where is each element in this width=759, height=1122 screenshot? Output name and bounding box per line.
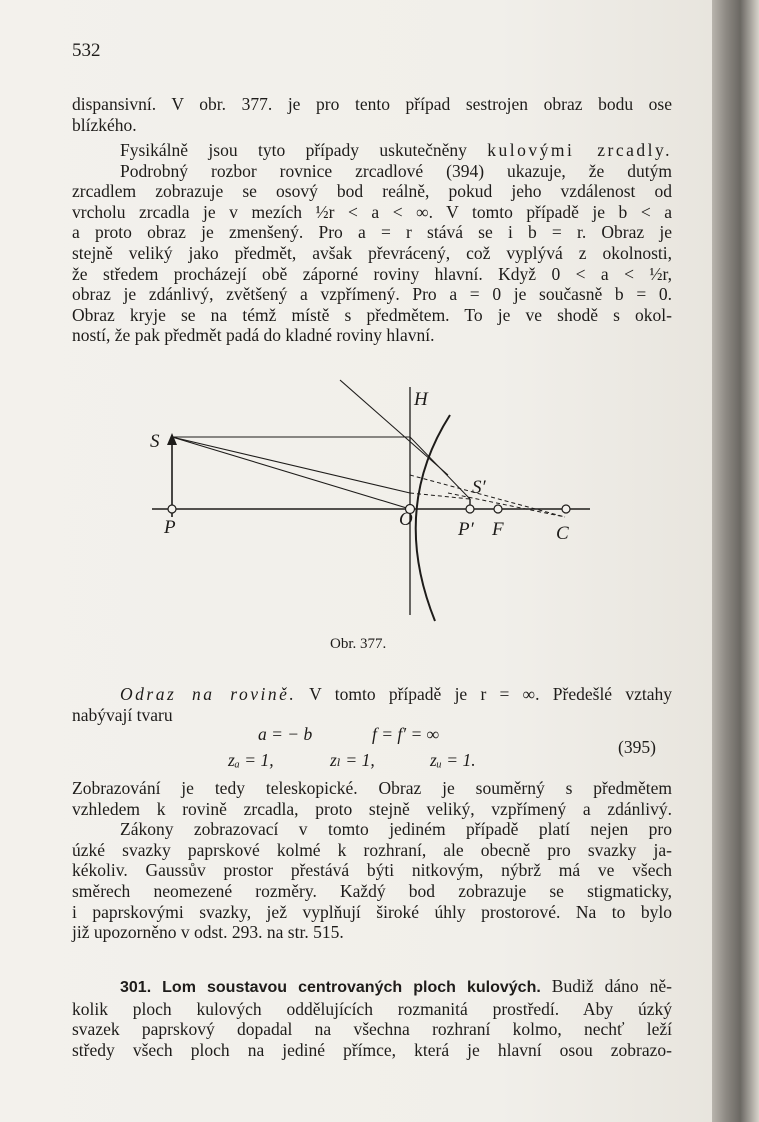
section-number: 301.	[120, 979, 152, 996]
formula-f: f = f′ = ∞	[372, 724, 440, 744]
point-c	[562, 505, 570, 513]
ray-diagonal	[340, 380, 448, 475]
object-arrowhead	[167, 433, 177, 445]
text-line: dispansivní. V obr. 377. je pro tento případ sestrojen obraz bodu ose	[72, 94, 672, 114]
text-line: úzké svazky paprskové kolmé k rozhraní, ale obecně pro svazky ja-	[72, 839, 672, 860]
ray-dashed-3	[448, 493, 565, 517]
text-line: Podrobný rozbor rovnice zrcadlové (394) ukazuje, že dutým	[120, 160, 672, 181]
text-line: svazek paprskový dopadal na všechna rozhraní kolmo, nechť leží	[72, 1019, 672, 1040]
formula-a-b: a = − b	[258, 724, 313, 744]
mirror-arc	[416, 415, 450, 621]
text-line: nabývají tvaru	[72, 704, 173, 725]
text-line: Zobrazování je tedy teleskopické. Obraz je souměrný s předmětem	[72, 778, 672, 798]
equation-number: (395)	[618, 737, 656, 757]
formula-zu: zᵤ = 1.	[430, 750, 476, 770]
text-line: kékoliv. Gaussův prostor přestává býti nitkovým, nýbrž má ve všech	[72, 860, 672, 881]
text-line: obraz je zdánlivý, zvětšený a vzpřímený. Pro a = 0 je současně b = 0.	[72, 284, 672, 305]
text-run: Fysikálně jsou tyto případy uskutečněny	[120, 140, 488, 160]
spaced-term: kulovými zrcadly.	[487, 140, 672, 160]
text-line: vrcholu zrcadla je v mezích ½r < a < ∞. V tomto případě je b < a	[72, 201, 672, 222]
label-h: H	[414, 389, 428, 410]
label-c: C	[556, 523, 569, 544]
text-line: i paprskovými svazky, jež vyplňují široké úhly prostorové. Na to bylo	[72, 901, 672, 922]
text-line: Obraz kryje se na témž místě s předmětem. To je ve shodě s okol-	[72, 304, 672, 325]
text-line	[72, 976, 672, 999]
text-line: zrcadlem zobrazuje se osový bod reálně, pokud jeho vzdálenost od	[72, 181, 672, 202]
point-p	[168, 505, 176, 513]
text-line: směrech neomezené rozměry. Každý bod zobrazuje se stigmaticky,	[72, 880, 672, 901]
paragraph-4	[72, 778, 672, 943]
formula-zl: zₗ = 1,	[330, 750, 375, 770]
text-line: Zákony zobrazovací v tomto jediném případě platí nejen pro	[120, 819, 672, 840]
page-number: 532	[72, 40, 101, 61]
paragraph-3	[72, 684, 672, 725]
formula-za: zₐ = 1,	[228, 750, 274, 770]
text-line	[72, 684, 672, 705]
ray-to-axis	[172, 437, 410, 493]
point-p-prime	[466, 505, 474, 513]
mirror-diagram	[0, 375, 759, 635]
text-line: již upozorněno v odst. 293. na str. 515.	[72, 922, 344, 943]
text-line: a proto obraz je zmenšený. Pro a = r stává se i b = r. Obraz je	[72, 222, 672, 243]
label-f: F	[492, 519, 504, 540]
paragraph-1	[72, 94, 672, 135]
section-301	[72, 976, 672, 1060]
text-line: vzhledem k rovině zrcadla, proto stejně veliký, vzpřímený a zdánlivý.	[72, 798, 672, 819]
text-line: blízkého.	[72, 114, 137, 135]
label-s-prime: S′	[472, 477, 486, 498]
text-run: V tomto případě je r = ∞. Předešlé vztahy	[296, 684, 672, 704]
text-run: Budiž dáno ně-	[540, 976, 673, 996]
figure-caption: Obr. 377.	[330, 636, 387, 652]
text-line: kolik ploch kulových oddělujících rozmanitá prostředí. Aby úzký	[72, 998, 672, 1019]
text-line: středy všech ploch na jediné přímce, která je hlavní osou zobrazo-	[72, 1039, 672, 1060]
label-p: P	[164, 517, 176, 538]
text-line	[72, 140, 672, 161]
text-line: že středem procházejí obě záporné roviny hlavní. Když 0 < a < ½r,	[72, 263, 672, 284]
label-s: S	[150, 431, 160, 452]
section-title: Lom soustavou centrovaných ploch kulových.	[162, 979, 541, 996]
ray-to-vertex	[172, 437, 410, 509]
label-o: O	[399, 509, 413, 530]
text-line: ností, že pak předmět padá do kladné roviny hlavní.	[72, 325, 435, 346]
text-line: stejně veliký jako předmět, avšak převrácený, což vyplývá z okolnosti,	[72, 242, 672, 263]
ray-dashed-2	[410, 475, 565, 517]
paragraph-2	[72, 140, 672, 346]
point-f	[494, 505, 502, 513]
section-heading-italic: Odraz na rovině.	[120, 684, 297, 704]
label-p-prime: P′	[458, 519, 474, 540]
